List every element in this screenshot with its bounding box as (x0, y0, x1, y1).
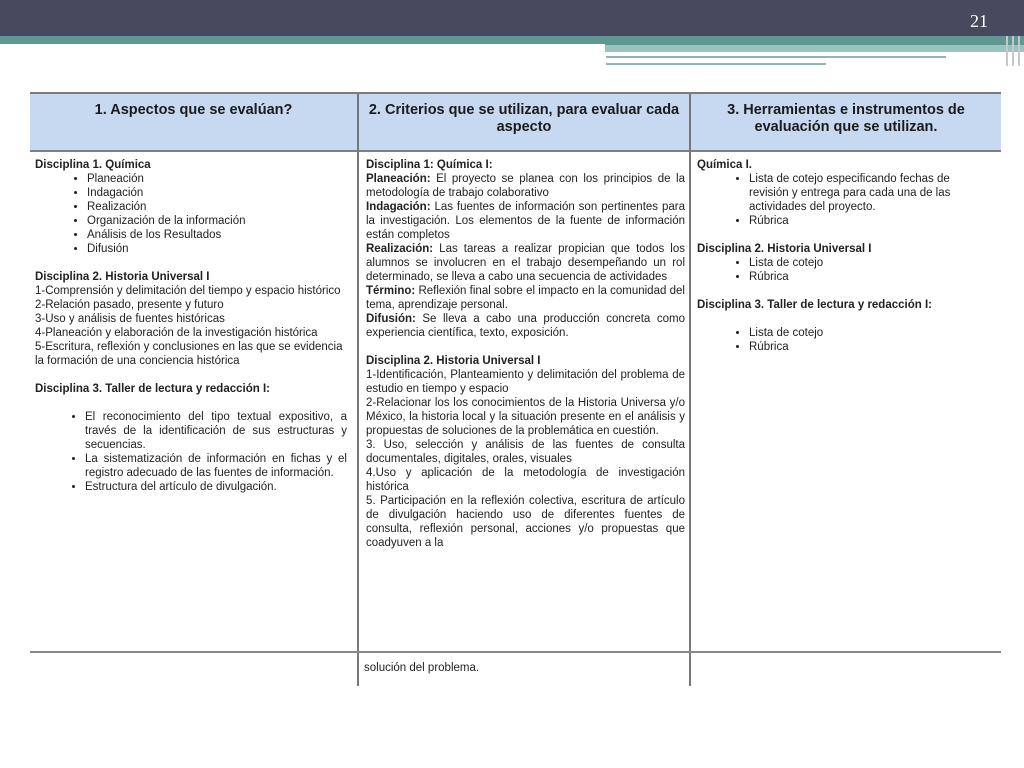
list-item: • Lista de cotejo (749, 256, 997, 270)
list-item: 1-Identificación, Planteamiento y delimitación del problema de estudio en tiempo y espacio (366, 369, 685, 395)
list-item: • El reconocimiento del tipo textual expositivo, a través de la identificación de sus estructuras y secuencias. (85, 410, 347, 452)
title-bar (0, 0, 1024, 36)
list-item: • Análisis de los Resultados (87, 228, 353, 242)
discipline-title: Disciplina 3. Taller de lectura y redacción I: (697, 299, 932, 311)
writing-aspects (35, 410, 353, 494)
criterion-text: Las fuentes de información son pertinentes para la investigación. Los elementos de la fuente de información están completos (366, 201, 685, 241)
discipline-title: Química I. (697, 159, 752, 171)
criterion-label: Término: (366, 285, 416, 297)
discipline-title: Disciplina 1. Química (35, 159, 151, 171)
list-item: 2-Relacionar los los conocimientos de la Historia Universa y/o México, la historia local y la situación presente en el análisis y propuestas de soluciones de la problemática en cuestión. (366, 397, 685, 437)
list-item: 5. Participación en la reflexión colectiva, escritura de artículo de divulgación haciendo uso de diferentes fuentes de consulta, reflexión personal, acciones y/o propuestas que coadyuven a la (366, 495, 685, 549)
list-item: • Realización (87, 200, 353, 214)
criterion-text: Se lleva a cabo una producción concreta como experiencia científica, texto, exposición. (366, 313, 685, 339)
criterion-text: Reflexión final sobre el impacto en la comunidad del tema, aprendizaje personal. (366, 285, 685, 311)
discipline-title: Disciplina 2. Historia Universal I (35, 271, 210, 283)
decor-line (1006, 36, 1008, 66)
accent-stripe (606, 63, 826, 65)
list-item: • Rúbrica (749, 214, 987, 228)
discipline-title: Disciplina 2. Historia Universal I (697, 243, 872, 255)
discipline-title: Disciplina 1: Química I: (366, 159, 493, 171)
decor-line (1018, 36, 1020, 66)
list-item: • Lista de cotejo (749, 326, 997, 340)
aspects-list (35, 172, 353, 256)
column-criteria (357, 94, 691, 686)
decor-line (1012, 36, 1014, 66)
evaluation-table (30, 92, 1001, 686)
tools-list (697, 256, 997, 284)
criterion-difusion (366, 312, 685, 340)
list-item: • Difusión (87, 242, 353, 256)
list-item: 2-Relación pasado, presente y futuro (35, 299, 224, 311)
history-aspects (35, 284, 353, 368)
criterion-label: Indagación: (366, 201, 431, 213)
header-text: 1. Aspectos que se evalúan? (94, 102, 293, 118)
list-item: • Rúbrica (749, 340, 997, 354)
criterion-label: Planeación: (366, 173, 431, 185)
header-aspects (30, 94, 357, 152)
list-item: 3-Uso y análisis de fuentes históricas (35, 313, 225, 325)
header-text: 3. Herramientas e instrumentos de evaluación que se utilizan. (727, 102, 965, 135)
column-tools (691, 94, 1001, 686)
list-item: • Organización de la información (87, 214, 353, 228)
list-item: 3. Uso, selección y análisis de las fuentes de consulta documentales, digitales, orales, visuales (366, 439, 685, 465)
accent-band-gap (0, 44, 605, 54)
list-item: • Estructura del artículo de divulgación. (85, 480, 347, 494)
discipline-title: Disciplina 3. Taller de lectura y redacción I: (35, 383, 270, 395)
list-item: • Planeación (87, 172, 353, 186)
header-text: 2. Criterios que se utilizan, para evaluar cada aspecto (368, 102, 680, 135)
history-criteria (366, 368, 685, 550)
list-item: • Indagación (87, 186, 353, 200)
list-item: • Lista de cotejo especificando fechas de revisión y entrega para cada una de las actividades del proyecto. (749, 172, 987, 214)
criterion-text: Las tareas a realizar propician que todos los alumnos se involucren en el trabajo desempeñando un rol determinado, se lleva a cabo una secuencia de actividades (366, 243, 685, 283)
accent-stripe (606, 56, 946, 58)
column-aspects (30, 94, 357, 686)
tools-list (697, 172, 997, 228)
header-tools (691, 94, 1001, 152)
criterion-text: El proyecto se planea con los principios de la metodología de trabajo colaborativo (366, 173, 685, 199)
criterion-realizacion (366, 242, 685, 284)
list-item: 4.Uso y aplicación de la metodología de investigación histórica (366, 467, 685, 493)
criterion-planeacion (366, 172, 685, 200)
list-item: 1-Comprensión y delimitación del tiempo y espacio histórico (35, 285, 341, 297)
row-divider (30, 651, 1001, 653)
criterion-label: Realización: (366, 243, 434, 255)
list-item: • Rúbrica (749, 270, 997, 284)
aspects-content (30, 152, 357, 494)
discipline-title: Disciplina 2. Historia Universal I (366, 355, 541, 367)
tools-list (697, 326, 997, 354)
criterion-indagacion (366, 200, 685, 242)
list-item: • La sistematización de información en fichas y el registro adecuado de las fuentes de información. (85, 452, 347, 480)
slide-number: 21 (970, 11, 988, 31)
criterion-termino (366, 284, 685, 312)
criteria-content (359, 152, 689, 550)
criterion-label: Difusión: (366, 313, 416, 325)
criteria-continuation: solución del problema. (364, 662, 480, 674)
list-item: 5-Escritura, reflexión y conclusiones en las que se evidencia la formación de una conciencia histórica (35, 341, 343, 367)
tools-content (691, 152, 1001, 354)
header-criteria (359, 94, 689, 152)
list-item: 4-Planeación y elaboración de la investigación histórica (35, 327, 318, 339)
